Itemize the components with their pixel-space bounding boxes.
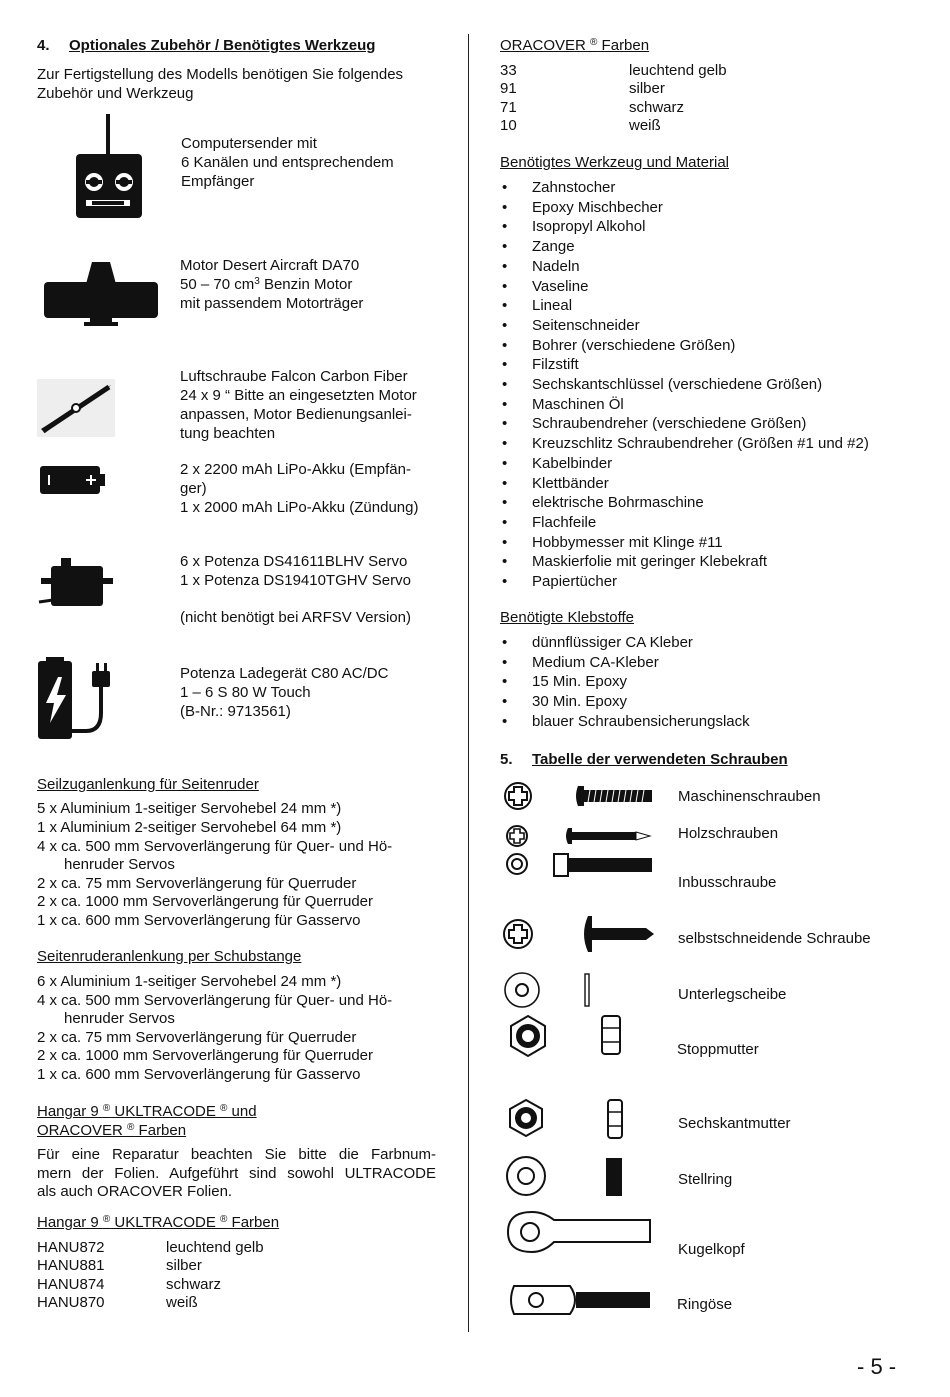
tool-item: Filzstift (532, 356, 579, 374)
bullet-icon: • (502, 336, 508, 354)
screw-label: Stoppmutter (677, 1041, 759, 1058)
screw-label: Sechskantmutter (678, 1115, 791, 1132)
transmitter-line-1: Computersender mit (181, 135, 317, 152)
section-5-title: Tabelle der verwendeten Schrauben (532, 751, 788, 768)
wood-screw-head-icon (507, 826, 527, 846)
oracover-color-code: 91 (500, 80, 517, 97)
rudder-push-line: 4 x ca. 500 mm Servoverlängerung für Quer- und Hö- (37, 992, 393, 1009)
rudder-push-line: 1 x ca. 600 mm Servoverlängerung für Gasservo (37, 1066, 361, 1083)
tool-item: Isopropyl Alkohol (532, 218, 646, 236)
bullet-icon: • (502, 435, 508, 453)
hangar-colors-heading: Hangar 9 ® UKLTRACODE ® Farben (37, 1214, 280, 1231)
motor-line-2: 50 – 70 $cm^3$ Benzin Motor (180, 276, 353, 293)
tool-item: Kreuzschlitz Schraubendreher (Größen #1 und #2) (532, 435, 869, 453)
bullet-icon: • (502, 513, 508, 531)
tool-item: elektrische Bohrmaschine (532, 494, 704, 512)
intro-line-1: Zur Fertigstellung des Modells benötigen Sie folgendes (37, 66, 404, 83)
glue-item: 30 Min. Epoxy (532, 693, 628, 711)
charger-line-2: 1 – 6 S 80 W Touch (180, 684, 311, 701)
bullet-icon: • (502, 198, 508, 216)
rudder-push-line: 2 x ca. 75 mm Servoverlängerung für Querruder (37, 1029, 357, 1046)
charger-line-3: (B-Nr.: 9713561) (180, 703, 291, 720)
tool-item: Epoxy Mischbecher (532, 198, 663, 216)
oracover-color-code: 71 (500, 99, 517, 116)
glue-item: 15 Min. Epoxy (532, 673, 628, 691)
glue-item: dünnflüssiger CA Kleber (532, 634, 693, 651)
rudder-push-line: 2 x ca. 1000 mm Servoverlängerung für Querruder (37, 1047, 373, 1064)
oracover-color-name: schwarz (629, 99, 685, 116)
bullet-icon: • (502, 395, 508, 413)
bullet-icon: • (502, 673, 508, 691)
bullet-icon: • (502, 179, 508, 196)
section-5-number: 5. (500, 751, 513, 768)
battery-line-1: 2 x 2200 mAh LiPo-Akku (Empfän- (180, 461, 411, 478)
tool-item: Klettbänder (532, 474, 609, 492)
inbus-screw-head-icon (507, 854, 527, 874)
oracover-heading: ORACOVER ® Farben (500, 37, 650, 54)
screw-label: Unterlegscheibe (678, 986, 787, 1003)
bullet-icon: • (502, 494, 508, 512)
rudder-cable-line: 1 x ca. 600 mm Servoverlängerung für Gasservo (37, 912, 361, 929)
bullet-icon: • (502, 316, 508, 334)
charger-icon (38, 657, 112, 741)
bullet-icon: • (502, 533, 508, 551)
bullet-icon: • (502, 712, 508, 730)
bullet-icon: • (502, 474, 508, 492)
tool-item: Hobbymesser mit Klinge #11 (532, 533, 723, 551)
section-4-number: 4. (37, 37, 50, 54)
rudder-cable-line: henruder Servos (64, 856, 175, 873)
machine-screw-head-icon (505, 783, 531, 809)
bullet-icon: • (502, 653, 508, 671)
tool-item: Lineal (532, 297, 573, 315)
servo-line-3: (nicht benötigt bei ARFSV Version) (180, 609, 411, 626)
hangar-color-name: schwarz (166, 1276, 222, 1293)
section-4-title: Optionales Zubehör / Benötigtes Werkzeug (69, 37, 376, 54)
motor-icon (42, 258, 160, 330)
bullet-icon: • (502, 238, 508, 256)
hangar-color-name: weiß (166, 1294, 198, 1311)
screw-label: Inbusschraube (678, 874, 777, 891)
ball-link-icon (508, 1212, 650, 1252)
glue-item: blauer Schraubensicherungslack (532, 712, 750, 730)
bullet-icon: • (502, 454, 508, 472)
transmitter-icon (70, 114, 146, 220)
bullet-icon: • (502, 634, 508, 651)
bullet-icon: • (502, 376, 508, 393)
screw-table-icons (500, 778, 660, 1338)
stop-nut-icon (511, 1016, 620, 1056)
oracover-color-code: 33 (500, 62, 517, 79)
tool-item: Maskierfolie mit geringer Klebekraft (532, 553, 768, 571)
servo-line-1: 6 x Potenza DS41611BLHV Servo (180, 553, 408, 570)
intro-line-2: Zubehör und Werkzeug (37, 85, 194, 102)
glue-item: Medium CA-Kleber (532, 653, 659, 671)
oracover-color-name: leuchtend gelb (629, 62, 727, 79)
repair-text-line-2: mern der Folien. Aufgeführt sind sowohl ULTRACODE (37, 1165, 436, 1182)
column-divider (468, 34, 469, 1332)
washer-icon (505, 973, 589, 1007)
tool-item: Zange (532, 238, 575, 256)
transmitter-line-2: 6 Kanälen und entsprechendem (181, 154, 394, 171)
rudder-cable-heading: Seilzuganlenkung für Seitenruder (37, 776, 259, 793)
self-tapping-screw-head-icon (504, 920, 532, 948)
tool-item: Zahnstocher (532, 179, 616, 196)
tool-item: Papiertücher (532, 573, 618, 590)
rudder-push-line: henruder Servos (64, 1010, 175, 1027)
rudder-cable-line: 2 x ca. 75 mm Servoverlängerung für Querruder (37, 875, 357, 892)
ring-eye-icon (511, 1286, 650, 1314)
tool-item: Flachfeile (532, 513, 597, 531)
bullet-icon: • (502, 277, 508, 295)
propeller-line-4: tung beachten (180, 425, 276, 442)
hangar-color-name: leuchtend gelb (166, 1239, 264, 1256)
hangar-color-code: HANU870 (37, 1294, 105, 1311)
hangar-color-code: HANU874 (37, 1276, 105, 1293)
screw-label: Holzschrauben (678, 825, 779, 842)
page-number: - 5 - (857, 1354, 897, 1379)
propeller-line-2: 24 x 9 “ Bitte an eingesetzten Motor (180, 387, 417, 404)
transmitter-line-3: Empfänger (181, 173, 255, 190)
tool-item: Sechskantschlüssel (verschiedene Größen) (532, 376, 823, 393)
screw-label: Ringöse (677, 1296, 733, 1313)
hangar-color-name: silber (166, 1257, 202, 1274)
self-tapping-screw-side-icon (584, 916, 654, 952)
tool-item: Bohrer (verschiedene Größen) (532, 336, 736, 354)
servo-line-2: 1 x Potenza DS19410TGHV Servo (180, 572, 411, 589)
battery-line-2: ger) (180, 480, 207, 497)
hangar-color-code: HANU872 (37, 1239, 105, 1256)
wood-screw-side-icon (566, 828, 650, 844)
tool-item: Maschinen Öl (532, 395, 624, 413)
colors-heading-line-1: Hangar 9 ® UKLTRACODE ® und (37, 1103, 257, 1120)
bullet-icon: • (502, 297, 508, 315)
tool-item: Kabelbinder (532, 454, 613, 472)
machine-screw-side-icon (576, 786, 652, 806)
bullet-icon: • (502, 693, 508, 711)
rudder-cable-line: 5 x Aluminium 1-seitiger Servohebel 24 mm *) (37, 800, 342, 817)
servo-icon (37, 556, 115, 608)
bullet-icon: • (502, 257, 508, 275)
colors-heading-line-2: ORACOVER ® Farben (37, 1122, 187, 1139)
screw-label: Stellring (678, 1171, 733, 1188)
rudder-push-line: 6 x Aluminium 1-seitiger Servohebel 24 mm *) (37, 973, 342, 990)
rudder-cable-line: 4 x ca. 500 mm Servoverlängerung für Quer- und Hö- (37, 838, 393, 855)
repair-text-line-1: Für eine Reparatur beachten Sie bitte die Farbnum- (37, 1146, 436, 1163)
repair-text-line-3: als auch ORACOVER Folien. (37, 1183, 233, 1200)
screw-label: Maschinenschrauben (678, 788, 821, 805)
set-collar-icon (507, 1157, 622, 1196)
tool-item: Seitenschneider (532, 316, 640, 334)
oracover-color-code: 10 (500, 117, 517, 134)
bullet-icon: • (502, 415, 508, 433)
rudder-cable-line: 1 x Aluminium 2-seitiger Servohebel 64 mm *) (37, 819, 342, 836)
charger-line-1: Potenza Ladegerät C80 AC/DC (180, 665, 389, 682)
screw-label: Kugelkopf (678, 1241, 745, 1258)
rudder-cable-line: 2 x ca. 1000 mm Servoverlängerung für Querruder (37, 893, 373, 910)
battery-icon (40, 464, 106, 496)
tool-item: Schraubendreher (verschiedene Größen) (532, 415, 807, 433)
rudder-push-heading: Seitenruderanlenkung per Schubstange (37, 948, 302, 965)
propeller-line-3: anpassen, Motor Bedienungsanlei- (180, 406, 412, 423)
battery-line-3: 1 x 2000 mAh LiPo-Akku (Zündung) (180, 499, 419, 516)
propeller-icon (37, 379, 115, 437)
oracover-color-name: silber (629, 80, 665, 97)
screw-label: selbstschneidende Schraube (678, 930, 871, 947)
inbus-screw-side-icon (554, 854, 652, 876)
propeller-line-1: Luftschraube Falcon Carbon Fiber (180, 368, 408, 385)
glue-heading: Benötigte Klebstoffe (500, 609, 634, 626)
bullet-icon: • (502, 553, 508, 571)
tool-item: Vaseline (532, 277, 589, 295)
bullet-icon: • (502, 218, 508, 236)
tool-item: Nadeln (532, 257, 580, 275)
bullet-icon: • (502, 356, 508, 374)
hex-nut-icon (510, 1100, 622, 1138)
motor-line-1: Motor Desert Aircraft DA70 (180, 257, 360, 274)
hangar-color-code: HANU881 (37, 1257, 105, 1274)
tools-heading: Benötigtes Werkzeug und Material (500, 154, 730, 171)
bullet-icon: • (502, 573, 508, 590)
motor-line-3: mit passendem Motorträger (180, 295, 364, 312)
oracover-color-name: weiß (629, 117, 661, 134)
